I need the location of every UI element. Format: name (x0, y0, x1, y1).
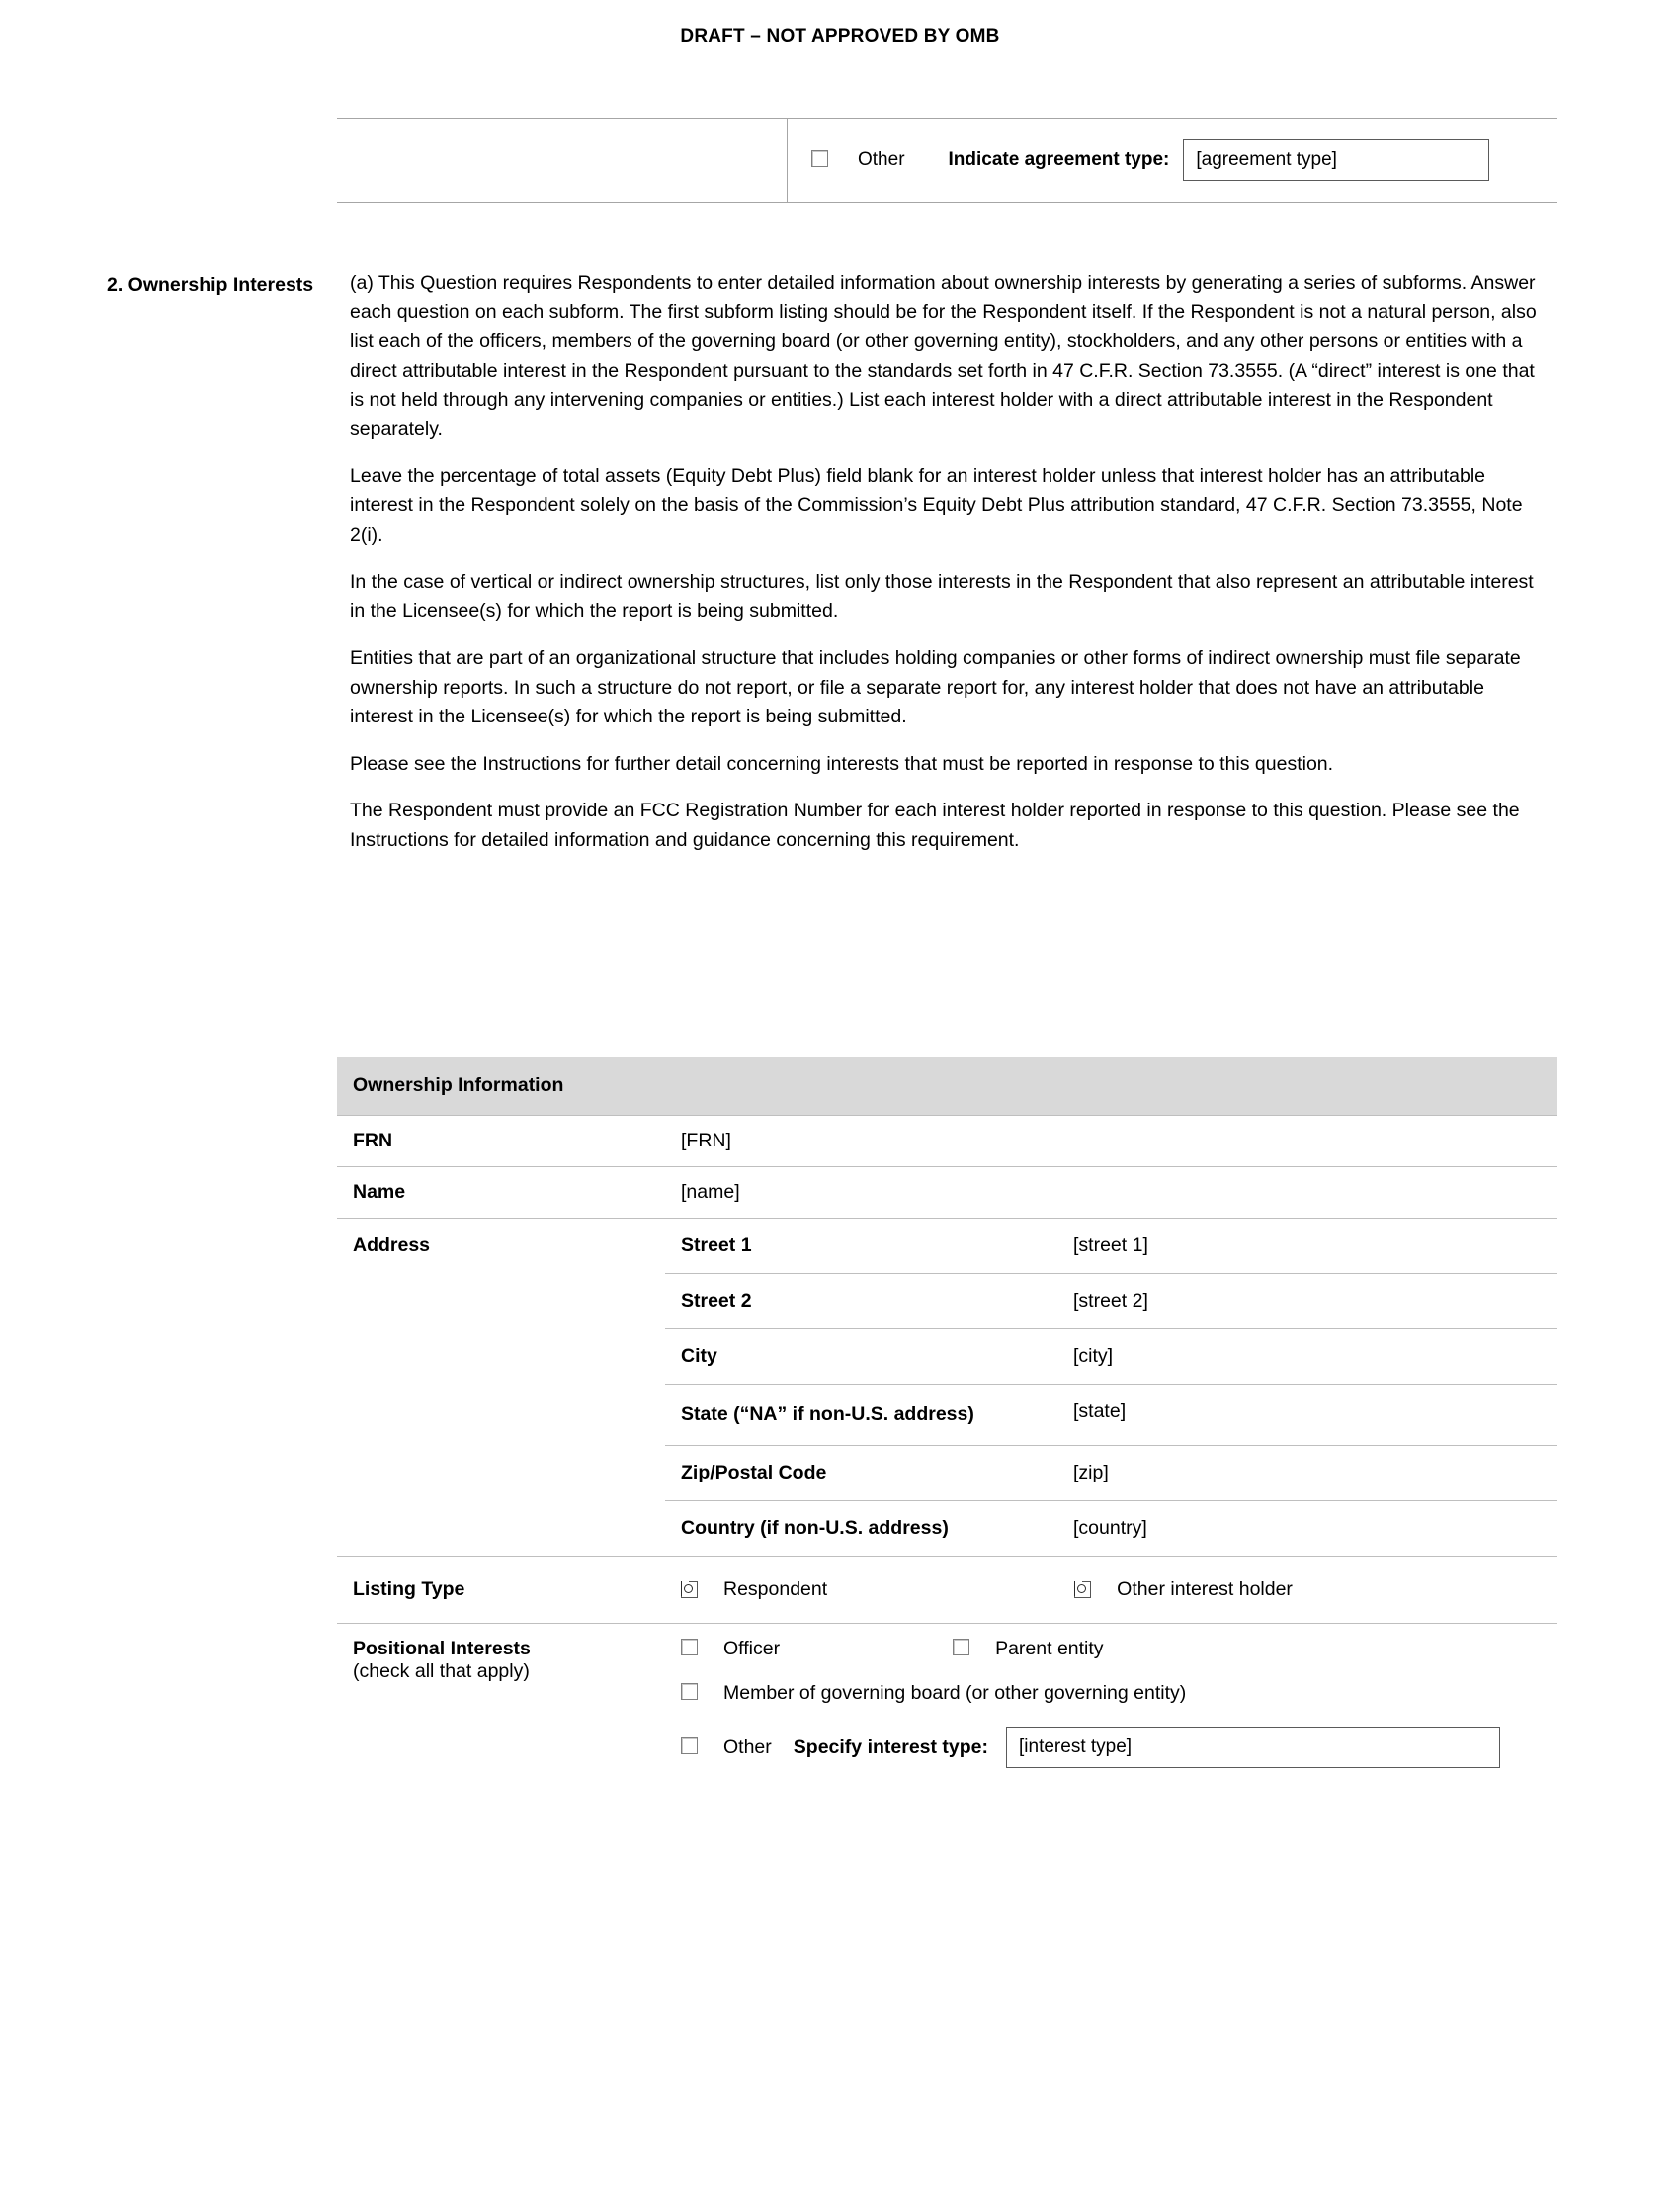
state-label: State (“NA” if non-U.S. address) (665, 1385, 1057, 1446)
governing-board-checkbox[interactable] (681, 1683, 698, 1700)
frn-input[interactable]: [FRN] (665, 1116, 1557, 1167)
address-label: Address (337, 1219, 665, 1557)
other-interest-label: Other (723, 1735, 772, 1758)
other-interest-holder-radio-icon[interactable] (1074, 1581, 1091, 1598)
address-row-street1 (337, 1219, 1557, 1274)
name-input[interactable]: [name] (665, 1167, 1557, 1219)
country-input[interactable]: [country] (1057, 1501, 1557, 1557)
listing-type-options (665, 1557, 1557, 1624)
paragraph-holding-companies: Entities that are part of an organizational structure that includes holding companies or other forms of indirect ownership must file separate ownership reports. In such a structure do not report, or file a separate report for, any interest holder that does not have an attributable interest in the Licensee(s) for which the report is being submitted. (350, 646, 1521, 728)
street1-label: Street 1 (665, 1219, 1057, 1274)
agreement-type-row (337, 119, 1557, 203)
listing-type-row (337, 1557, 1557, 1624)
positional-interests-subtitle: (check all that apply) (353, 1660, 530, 1683)
state-input[interactable]: [state] (1057, 1385, 1557, 1446)
positional-interests-options (665, 1624, 1557, 1789)
paragraph-a: (a) This Question requires Respondents to enter detailed information about ownership interests by generating a series of subforms. Answer each question on each subform. The first subform listing should be for the Respondent itself. If the Respondent is not a natural person, also list each of the officers, members of the governing board (or other governing entity), stockholders, and any other persons or entities with a direct attributable interest in the Respondent pursuant to the standards set forth in 47 C.F.R. Section 73.3555. (A “direct” interest is one that is not held through any intervening companies or entities.) List each interest holder with a direct attributable interest in the Respondent separately. (350, 272, 1537, 441)
city-label: City (665, 1329, 1057, 1385)
paragraph-instructions: Please see the Instructions for further detail concerning interests that must be reported in response to this question. (350, 752, 1334, 775)
frn-row (337, 1116, 1557, 1167)
section-body (350, 269, 1550, 874)
street2-label: Street 2 (665, 1274, 1057, 1329)
paragraph-vertical-ownership: In the case of vertical or indirect ownership structures, list only those interests in the Respondent that also represent an attributable interest in the Licensee(s) for which the report is being submitted. (350, 570, 1534, 623)
agreement-type-cell (788, 119, 1558, 203)
ownership-table-header-row (337, 1057, 1557, 1116)
positional-line-governing-board (681, 1682, 1542, 1705)
paragraph-equity-debt: Leave the percentage of total assets (Equity Debt Plus) field blank for an interest holder unless that interest holder has an attributable interest in the Respondent solely on the basis of the Commission’s Equity Debt Plus attribution standard, 47 C.F.R. Section 73.3555, Note 2(i). (350, 465, 1523, 546)
document-page (0, 26, 1680, 2200)
name-label: Name (337, 1167, 665, 1219)
positional-interests-label (337, 1624, 665, 1789)
indicate-agreement-type-label: Indicate agreement type: (948, 149, 1170, 170)
country-label: Country (if non-U.S. address) (665, 1501, 1057, 1557)
zip-label: Zip/Postal Code (665, 1446, 1057, 1501)
ownership-table-title: Ownership Information (337, 1057, 1557, 1116)
other-checkbox[interactable] (811, 150, 828, 167)
specify-interest-type-label: Specify interest type: (793, 1735, 989, 1758)
positional-line-other (681, 1727, 1542, 1768)
parent-entity-label: Parent entity (995, 1638, 1104, 1660)
agreement-type-table (337, 118, 1557, 203)
listing-type-label: Listing Type (337, 1557, 665, 1624)
street1-input[interactable]: [street 1] (1057, 1219, 1557, 1274)
parent-entity-option[interactable] (953, 1638, 1103, 1660)
parent-entity-checkbox[interactable] (953, 1639, 969, 1655)
governing-board-label: Member of governing board (or other governing entity) (723, 1682, 1187, 1705)
frn-label: FRN (337, 1116, 665, 1167)
other-label: Other (858, 149, 905, 170)
positional-line-officer-parent (681, 1638, 1542, 1660)
draft-header: DRAFT – NOT APPROVED BY OMB (680, 26, 1000, 46)
positional-interests-title: Positional Interests (353, 1638, 531, 1660)
ownership-information-table (337, 1057, 1557, 1788)
agreement-type-input[interactable]: [agreement type] (1183, 139, 1489, 181)
officer-checkbox[interactable] (681, 1639, 698, 1655)
positional-interests-row (337, 1624, 1557, 1789)
paragraph-frn-requirement: The Respondent must provide an FCC Registration Number for each interest holder reported in response to this question. Please see the Instructions for detailed information and guidance concerning this requirement. (350, 800, 1520, 851)
other-interest-checkbox[interactable] (681, 1737, 698, 1754)
officer-label: Officer (723, 1638, 781, 1660)
other-interest-holder-label: Other interest holder (1117, 1578, 1293, 1601)
street2-input[interactable]: [street 2] (1057, 1274, 1557, 1329)
interest-type-input[interactable]: [interest type] (1006, 1727, 1500, 1768)
empty-label-cell (337, 119, 788, 203)
respondent-radio-icon[interactable] (681, 1581, 698, 1598)
zip-input[interactable]: [zip] (1057, 1446, 1557, 1501)
respondent-label: Respondent (723, 1578, 828, 1601)
name-row (337, 1167, 1557, 1219)
city-input[interactable]: [city] (1057, 1329, 1557, 1385)
listing-option-respondent[interactable] (681, 1578, 827, 1601)
section-title: 2. Ownership Interests (107, 274, 314, 296)
listing-option-other-interest-holder[interactable] (1074, 1578, 1293, 1601)
